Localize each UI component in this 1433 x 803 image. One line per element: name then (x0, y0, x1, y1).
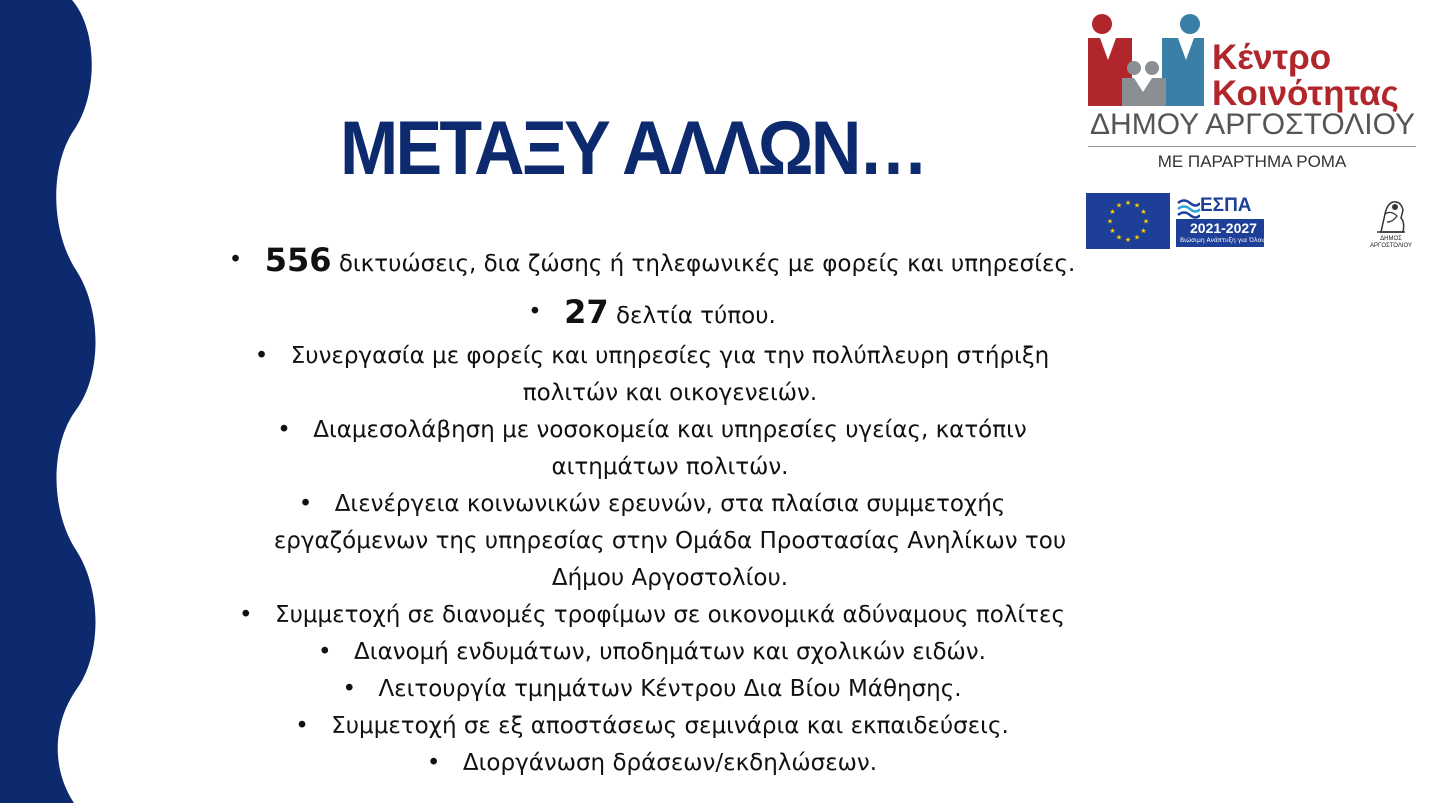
espa-title: ΕΣΠΑ (1200, 195, 1252, 216)
bullet-icon: • (342, 676, 357, 702)
item-text: Συνεργασία με φορείς και υπηρεσίες για την πολύπλευρη στήριξη (290, 343, 1050, 369)
bullet-icon: • (298, 491, 313, 517)
logo-divider (1088, 146, 1416, 147)
bullet-icon: • (239, 602, 253, 628)
item-number: 556 (264, 241, 332, 279)
eu-flag-icon (1086, 193, 1170, 249)
espa-years: 2021-2027 (1190, 220, 1257, 236)
list-item (140, 290, 1200, 338)
bullet-icon: • (228, 247, 243, 273)
svg-text:★: ★ (1133, 233, 1141, 242)
svg-text:★: ★ (1115, 201, 1123, 210)
bullet-icon: • (426, 750, 441, 776)
list-item (140, 234, 1200, 290)
slide-title: ΜΕΤΑΞΥ ΑΛΛΩΝ… (340, 106, 926, 191)
municipality-emblem-icon (1371, 196, 1411, 236)
logo-municipality: ΔΗΜΟΥ ΑΡΓΟΣΤΟΛΙΟΥ (1090, 108, 1415, 141)
svg-text:★: ★ (1124, 236, 1132, 244)
logo-title: Κέντρο Κοινότητας (1212, 38, 1399, 113)
svg-text:★: ★ (1140, 208, 1147, 216)
bullet-icon: • (277, 417, 291, 443)
item-number: 27 (564, 293, 609, 331)
logo-subtitle: ΜΕ ΠΑΡΑΡΤΗΜΑ ΡΟΜΑ (1157, 152, 1347, 171)
svg-text:★: ★ (1115, 233, 1123, 242)
espa-logo (1176, 193, 1269, 249)
espa-waves-icon (1176, 197, 1200, 219)
item-text: Διαμεσολάβηση με νοσοκομεία και υπηρεσίες υγείας, κατόπιν (313, 417, 1027, 443)
bullet-list (140, 234, 1200, 782)
item-text: Διανομή ενδυμάτων, υποδημάτων και σχολικών ειδών. (354, 639, 986, 665)
bullet-icon: • (295, 713, 309, 739)
left-wave-band (0, 0, 100, 803)
bullet-icon: • (528, 299, 542, 325)
bullet-icon: • (318, 639, 332, 665)
svg-text:★: ★ (1124, 199, 1132, 207)
item-text: Συμμετοχή σε διανομές τροφίμων σε οικονομικά αδύναμους πολίτες (275, 602, 1065, 628)
item-text: Διενέργεια κοινωνικών ερευνών, στα πλαίσια συμμετοχής (334, 491, 1006, 517)
espa-tagline: Βιώσιμη Ανάπτυξη για Όλους (1180, 237, 1269, 244)
list-item (140, 486, 1200, 597)
item-text: Συμμετοχή σε εξ αποστάσεως σεμινάρια και εκπαιδεύσεις. (331, 713, 1009, 739)
svg-text:★: ★ (1142, 217, 1150, 226)
svg-text:★: ★ (1106, 217, 1114, 226)
list-item (140, 671, 1200, 708)
community-center-logo (1082, 10, 1422, 180)
item-text-cont: εργαζόμενων της υπηρεσίας στην Ομάδα Προστασίας Ανηλίκων του (273, 528, 1067, 554)
municipality-logo (1364, 196, 1418, 256)
logo-figures-icon (1086, 12, 1208, 112)
item-text: Λειτουργία τμημάτων Κέντρου Δια Βίου Μάθησης. (378, 676, 962, 702)
bullet-icon: • (254, 343, 269, 369)
list-item (140, 708, 1200, 745)
list-item (140, 745, 1200, 782)
svg-text:★: ★ (1140, 227, 1147, 235)
item-text: Διοργάνωση δράσεων/εκδηλώσεων. (462, 750, 878, 776)
list-item (140, 634, 1200, 671)
espa-band (1176, 219, 1269, 247)
municipality-label: ΔΗΜΟΣ ΑΡΓΟΣΤΟΛΙΟΥ (1370, 236, 1412, 249)
item-text-cont: αιτημάτων πολιτών. (551, 454, 789, 480)
svg-text:★: ★ (1109, 227, 1116, 235)
svg-text:★: ★ (1109, 208, 1116, 216)
list-item (140, 412, 1200, 486)
item-text: δικτυώσεις, δια ζώσης ή τηλεφωνικές με φορείς και υπηρεσίες. (331, 251, 1076, 277)
item-text-cont: πολιτών και οικογενειών. (522, 380, 818, 406)
list-item (140, 338, 1200, 412)
list-item (140, 597, 1200, 634)
item-text: δελτία τύπου. (608, 303, 776, 329)
item-text-cont: Δήμου Αργοστολίου. (551, 565, 789, 591)
svg-text:★: ★ (1133, 201, 1141, 210)
